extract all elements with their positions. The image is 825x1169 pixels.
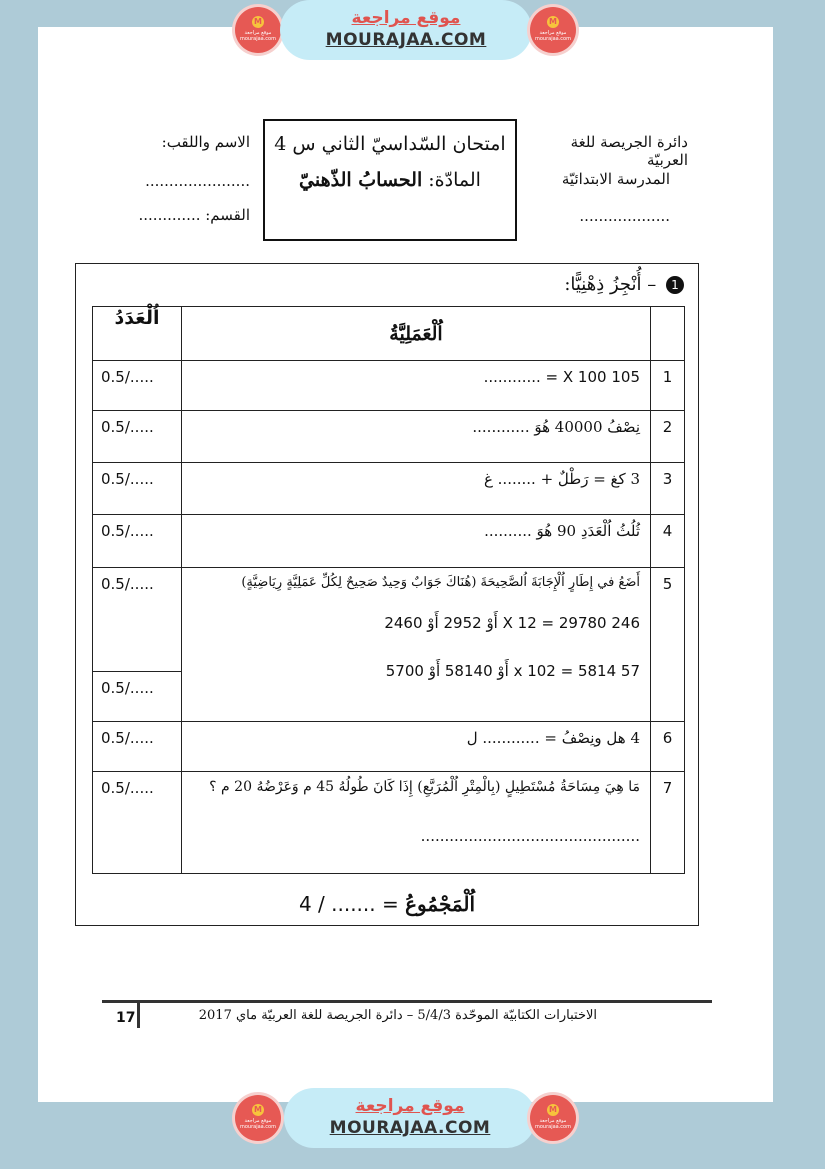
total-value[interactable]: = ....... / 4 xyxy=(298,892,399,916)
operation-cell[interactable]: 3 كغ = رَطْلٌ + ........ غ xyxy=(182,463,651,515)
table-row xyxy=(93,515,685,568)
row-number: 2 xyxy=(651,411,685,463)
student-name-field: ...................... xyxy=(145,172,250,190)
operations-table xyxy=(92,306,685,874)
table-row xyxy=(93,411,685,463)
left-logo-badge-icon: M موقع مراجعة mourajaa.com xyxy=(235,1095,281,1141)
class-label: القسم: ............. xyxy=(138,206,250,224)
table-header-row xyxy=(93,307,685,361)
school-name-field: ................... xyxy=(579,207,670,225)
right-logo-badge-icon: M موقع مراجعة mourajaa.com xyxy=(530,1095,576,1141)
row-number: 7 xyxy=(651,772,685,874)
operation-column-header: اُلْعَمَلِيَّةُ xyxy=(182,307,651,361)
total-score xyxy=(76,892,698,916)
row-number: 5 xyxy=(651,568,685,722)
exam-subject: المادّة: الحسابُ الذّهنيّ xyxy=(299,169,481,191)
footer-text: الاختبارات الكتابيّة الموحّدة 5/4/3 – دائرة الجريصة للغة العربيّة ماي 2017 xyxy=(198,1008,597,1023)
school-label: المدرسة الابتدائيّة xyxy=(561,170,670,188)
bottom-watermark-banner xyxy=(0,1085,825,1165)
operation-cell[interactable]: نِصْفُ 40000 هُوَ ............ xyxy=(182,411,651,463)
exam-title: امتحان السّداسيّ الثاني س 4 xyxy=(274,133,506,155)
score-cell[interactable]: 0.5/..... xyxy=(93,411,182,463)
score-cell[interactable]: 0.5/..... xyxy=(93,361,182,411)
answer-line[interactable]: .............................................. xyxy=(420,827,640,845)
number-column-header xyxy=(651,307,685,361)
row-number: 3 xyxy=(651,463,685,515)
exercise-number-icon: 1 xyxy=(666,276,684,294)
left-logo-badge-icon: M موقع مراجعة mourajaa.com xyxy=(235,7,281,53)
right-logo-badge-icon: M موقع مراجعة mourajaa.com xyxy=(530,7,576,53)
choice-line-1[interactable]: 246 X 12 = 29780 أَوْ 2952 أَوْ 2460 xyxy=(384,614,640,632)
score-cell[interactable]: 0.5/..... xyxy=(93,568,182,672)
watermark-latin-text: MOURAJAA.COM xyxy=(329,1118,491,1138)
exercise-heading xyxy=(564,274,684,295)
score-cell[interactable]: 0.5/..... xyxy=(93,672,182,722)
total-label: اُلْمَجْمُوعُ xyxy=(405,892,476,916)
table-row xyxy=(93,568,685,672)
choice-instruction: أَضَعُ في إِطَارٍ اُلْإِجَابَةَ اُلصَّحِيحَةَ (هُنَاكَ جَوَابٌ وَحِيدٌ صَحِيحٌ لِكُلِّ عَمَلِيَّةٍ رِيَاضِيَّةٍ) xyxy=(241,575,640,590)
operation-cell[interactable]: ثُلُثُ اُلْعَدَدِ 90 هُوَ .......... xyxy=(182,515,651,568)
table-row xyxy=(93,772,685,874)
watermark-latin-text: MOURAJAA.COM xyxy=(325,30,487,50)
page-number-divider xyxy=(137,1003,140,1028)
table-row xyxy=(93,361,685,411)
top-watermark-banner xyxy=(0,0,825,80)
operation-cell[interactable]: 4 هل ونِصْفُ = ............ ل xyxy=(182,722,651,772)
district-label: دائرة الجريصة للغة العربيّة xyxy=(570,133,688,169)
student-name-label: الاسم واللقب: xyxy=(161,133,250,151)
row-number: 6 xyxy=(651,722,685,772)
operation-cell[interactable]: 105 X 100 = ............ xyxy=(182,361,651,411)
score-cell[interactable]: 0.5/..... xyxy=(93,772,182,874)
watermark-arabic-text: موقع مراجعة xyxy=(355,1096,465,1116)
table-row xyxy=(93,722,685,772)
footer-divider xyxy=(102,1000,712,1003)
score-cell[interactable]: 0.5/..... xyxy=(93,722,182,772)
exercise-instruction: – أُنْجِزُ ذِهْنِيًّا: xyxy=(564,274,657,295)
row-number: 4 xyxy=(651,515,685,568)
table-row xyxy=(93,463,685,515)
score-column-header: اُلْعَدَدُ xyxy=(93,307,182,361)
operation-cell-choice[interactable] xyxy=(182,568,651,722)
watermark-arabic-text: موقع مراجعة xyxy=(351,8,461,28)
score-cell[interactable]: 0.5/..... xyxy=(93,515,182,568)
exam-title-box xyxy=(263,119,517,241)
row-number: 1 xyxy=(651,361,685,411)
exercise-frame xyxy=(75,263,699,926)
score-cell[interactable]: 0.5/..... xyxy=(93,463,182,515)
operation-cell[interactable] xyxy=(182,772,651,874)
choice-line-2[interactable]: 57 x 102 = 5814 أَوْ 58140 أَوْ 5700 xyxy=(385,662,640,680)
watermark-link[interactable] xyxy=(280,0,532,60)
watermark-link[interactable] xyxy=(284,1088,536,1148)
page-number: 17 xyxy=(116,1010,136,1026)
question-text: مَا هِيَ مِسَاحَةُ مُسْتَطِيلٍ (بِالْمِتْرِ اُلْمُرَبَّعِ) إِذَا كَانَ طُولُهُ 45 م وَعَرْضُهُ 20 م ؟ xyxy=(209,779,640,795)
